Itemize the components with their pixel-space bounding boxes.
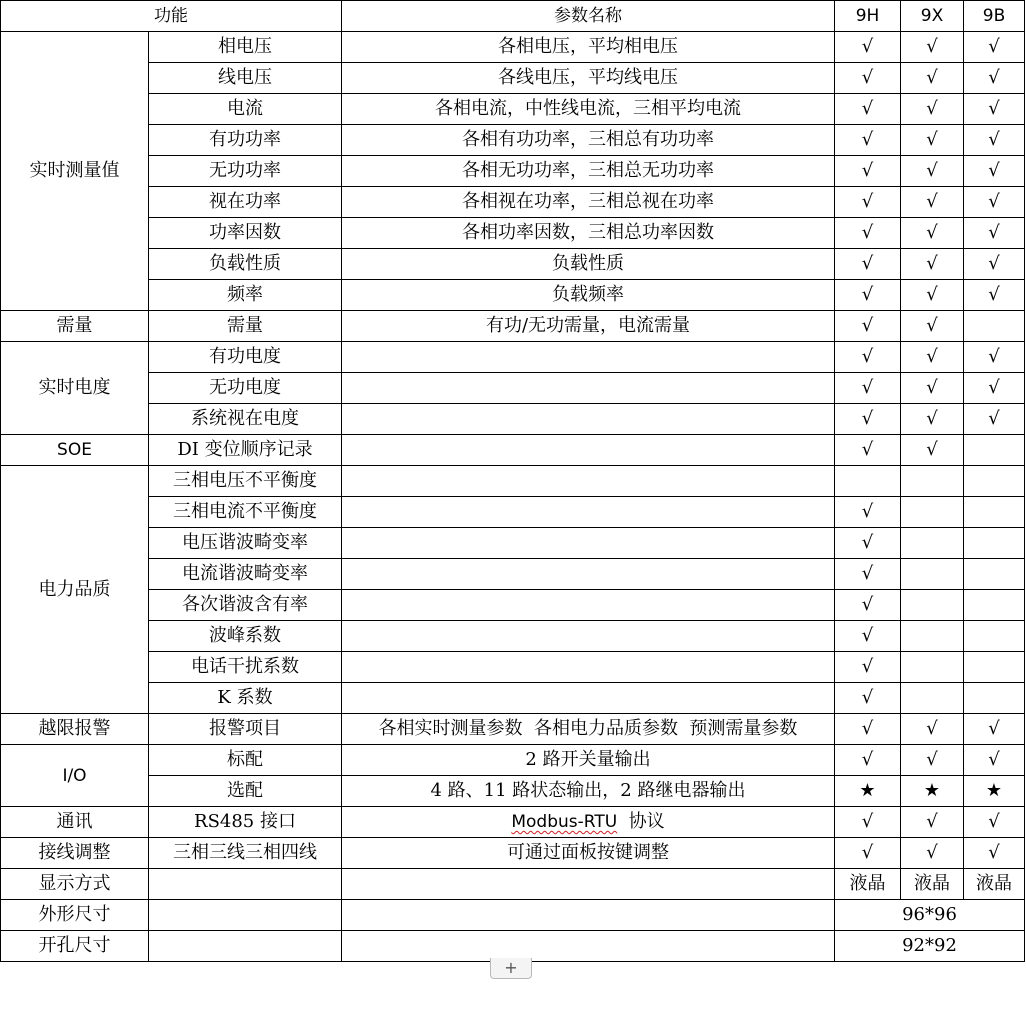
mark-9h: √ xyxy=(835,187,901,218)
param-cell xyxy=(342,404,835,435)
item-cell: 无功功率 xyxy=(149,156,342,187)
param-cell: 各相电压，平均相电压 xyxy=(342,32,835,63)
table-row xyxy=(1,280,1025,311)
header-model-9h: 9H xyxy=(835,1,901,32)
star-9x: ★ xyxy=(901,776,964,807)
mark-9x xyxy=(901,683,964,714)
mark-9b: √ xyxy=(964,218,1025,249)
item-cell: DI 变位顺序记录 xyxy=(149,435,342,466)
mark-9x: √ xyxy=(901,94,964,125)
mark-9b: √ xyxy=(964,280,1025,311)
mark-9b xyxy=(964,590,1025,621)
table-row xyxy=(1,528,1025,559)
item-cell: RS485 接口 xyxy=(149,807,342,838)
param-cell xyxy=(342,683,835,714)
item-cell: 需量 xyxy=(149,311,342,342)
mark-9h: √ xyxy=(835,156,901,187)
param-cell: 有功/无功需量，电流需量 xyxy=(342,311,835,342)
table-row xyxy=(1,900,1025,931)
param-cell: 各相功率因数，三相总功率因数 xyxy=(342,218,835,249)
item-cell: 线电压 xyxy=(149,63,342,94)
table-row xyxy=(1,63,1025,94)
mark-9x: √ xyxy=(901,373,964,404)
mark-9b xyxy=(964,435,1025,466)
table-row xyxy=(1,745,1025,776)
header-model-9x: 9X xyxy=(901,1,964,32)
item-cell: 三相电压不平衡度 xyxy=(149,466,342,497)
param-cell: 各相有功功率，三相总有功功率 xyxy=(342,125,835,156)
mark-9b: √ xyxy=(964,838,1025,869)
mark-9x xyxy=(901,590,964,621)
mark-9x: √ xyxy=(901,404,964,435)
protocol-name: Modbus-RTU xyxy=(511,812,618,832)
mark-9h: √ xyxy=(835,249,901,280)
item-cell: 三相电流不平衡度 xyxy=(149,497,342,528)
mark-9b: √ xyxy=(964,745,1025,776)
mark-9h: √ xyxy=(835,373,901,404)
param-cell: 各相电流，中性线电流，三相平均电流 xyxy=(342,94,835,125)
star-9b: ★ xyxy=(964,776,1025,807)
outline-size: 96*96 xyxy=(835,900,1025,931)
group-cell: 实时电度 xyxy=(1,342,149,435)
param-cell: 负载性质 xyxy=(342,249,835,280)
table-row xyxy=(1,838,1025,869)
mark-9h: √ xyxy=(835,63,901,94)
item-cell: 电话干扰系数 xyxy=(149,652,342,683)
item-cell: 有功电度 xyxy=(149,342,342,373)
mark-9x xyxy=(901,466,964,497)
item-cell: 视在功率 xyxy=(149,187,342,218)
mark-9b: √ xyxy=(964,404,1025,435)
display-9b: 液晶 xyxy=(964,869,1025,900)
mark-9b xyxy=(964,311,1025,342)
item-cell: 无功电度 xyxy=(149,373,342,404)
mark-9x: √ xyxy=(901,745,964,776)
item-cell xyxy=(149,931,342,962)
mark-9h: √ xyxy=(835,683,901,714)
group-cell: 越限报警 xyxy=(1,714,149,745)
mark-9h: √ xyxy=(835,94,901,125)
mark-9b xyxy=(964,528,1025,559)
group-cell: 需量 xyxy=(1,311,149,342)
item-cell: 报警项目 xyxy=(149,714,342,745)
item-cell: 电压谐波畸变率 xyxy=(149,528,342,559)
item-cell: 各次谐波含有率 xyxy=(149,590,342,621)
table-row xyxy=(1,559,1025,590)
table-row xyxy=(1,776,1025,807)
mark-9b: √ xyxy=(964,342,1025,373)
mark-9b xyxy=(964,652,1025,683)
table-row xyxy=(1,869,1025,900)
table-row xyxy=(1,187,1025,218)
mark-9x: √ xyxy=(901,807,964,838)
table-row xyxy=(1,683,1025,714)
param-cell xyxy=(342,652,835,683)
param-cell xyxy=(342,621,835,652)
mark-9x xyxy=(901,559,964,590)
group-cell: 开孔尺寸 xyxy=(1,931,149,962)
mark-9h: √ xyxy=(835,497,901,528)
header-param: 参数名称 xyxy=(342,1,835,32)
param-cell xyxy=(342,373,835,404)
protocol-suffix: 协议 xyxy=(617,811,665,832)
param-cell xyxy=(342,435,835,466)
mark-9b: √ xyxy=(964,125,1025,156)
mark-9x: √ xyxy=(901,32,964,63)
star-9h: ★ xyxy=(835,776,901,807)
param-cell: 2 路开关量输出 xyxy=(342,745,835,776)
table-row xyxy=(1,807,1025,838)
group-cell: 实时测量值 xyxy=(1,32,149,311)
param-cell xyxy=(342,528,835,559)
mark-9x: √ xyxy=(901,714,964,745)
item-cell: 波峰系数 xyxy=(149,621,342,652)
mark-9x: √ xyxy=(901,125,964,156)
mark-9h: √ xyxy=(835,528,901,559)
mark-9h: √ xyxy=(835,32,901,63)
group-cell: SOE xyxy=(1,435,149,466)
table-row xyxy=(1,652,1025,683)
mark-9b: √ xyxy=(964,187,1025,218)
item-cell: 相电压 xyxy=(149,32,342,63)
header-function: 功能 xyxy=(1,1,342,32)
param-cell: 各相无功功率，三相总无功功率 xyxy=(342,156,835,187)
param-cell: 各线电压，平均线电压 xyxy=(342,63,835,94)
mark-9b xyxy=(964,621,1025,652)
display-9h: 液晶 xyxy=(835,869,901,900)
item-cell: K 系数 xyxy=(149,683,342,714)
mark-9h: √ xyxy=(835,559,901,590)
param-cell xyxy=(342,590,835,621)
mark-9b: √ xyxy=(964,94,1025,125)
table-row xyxy=(1,621,1025,652)
mark-9x: √ xyxy=(901,435,964,466)
item-cell xyxy=(149,869,342,900)
mark-9h: √ xyxy=(835,807,901,838)
mark-9x: √ xyxy=(901,838,964,869)
table-row xyxy=(1,94,1025,125)
mark-9b: √ xyxy=(964,32,1025,63)
table-row xyxy=(1,404,1025,435)
item-cell: 有功功率 xyxy=(149,125,342,156)
item-cell: 三相三线三相四线 xyxy=(149,838,342,869)
mark-9h: √ xyxy=(835,435,901,466)
table-row xyxy=(1,156,1025,187)
mark-9x: √ xyxy=(901,187,964,218)
item-cell: 功率因数 xyxy=(149,218,342,249)
mark-9h: √ xyxy=(835,590,901,621)
mark-9x: √ xyxy=(901,280,964,311)
mark-9h: √ xyxy=(835,404,901,435)
mark-9x xyxy=(901,528,964,559)
mark-9b: √ xyxy=(964,249,1025,280)
mark-9h: √ xyxy=(835,311,901,342)
table-row xyxy=(1,590,1025,621)
item-cell xyxy=(149,900,342,931)
param-cell xyxy=(342,807,835,838)
item-cell: 负载性质 xyxy=(149,249,342,280)
mark-9x: √ xyxy=(901,218,964,249)
mark-9h: √ xyxy=(835,652,901,683)
table-row xyxy=(1,373,1025,404)
mark-9x: √ xyxy=(901,156,964,187)
table-row xyxy=(1,342,1025,373)
mark-9h: √ xyxy=(835,125,901,156)
param-cell xyxy=(342,342,835,373)
param-cell: 各相视在功率，三相总视在功率 xyxy=(342,187,835,218)
mark-9h: √ xyxy=(835,714,901,745)
param-cell: 4 路、11 路状态输出，2 路继电器输出 xyxy=(342,776,835,807)
item-cell: 电流谐波畸变率 xyxy=(149,559,342,590)
group-cell: 通讯 xyxy=(1,807,149,838)
header-row xyxy=(1,1,1025,32)
mark-9x: √ xyxy=(901,249,964,280)
table-row xyxy=(1,435,1025,466)
param-cell: 各相实时测量参数 各相电力品质参数 预测需量参数 xyxy=(342,714,835,745)
header-model-9b: 9B xyxy=(964,1,1025,32)
param-cell xyxy=(342,559,835,590)
param-cell: 可通过面板按键调整 xyxy=(342,838,835,869)
add-row-button[interactable]: + xyxy=(490,958,532,979)
param-cell: 负载频率 xyxy=(342,280,835,311)
table-row xyxy=(1,497,1025,528)
param-cell xyxy=(342,869,835,900)
group-cell: I/O xyxy=(1,745,149,807)
mark-9b: √ xyxy=(964,807,1025,838)
item-cell: 标配 xyxy=(149,745,342,776)
mark-9h: √ xyxy=(835,745,901,776)
mark-9x: √ xyxy=(901,311,964,342)
item-cell: 选配 xyxy=(149,776,342,807)
param-cell xyxy=(342,900,835,931)
mark-9x xyxy=(901,497,964,528)
param-cell xyxy=(342,497,835,528)
mark-9x: √ xyxy=(901,342,964,373)
param-cell xyxy=(342,466,835,497)
mark-9h: √ xyxy=(835,218,901,249)
group-cell: 外形尺寸 xyxy=(1,900,149,931)
mark-9b xyxy=(964,559,1025,590)
group-cell: 电力品质 xyxy=(1,466,149,714)
item-cell: 系统视在电度 xyxy=(149,404,342,435)
cutout-size: 92*92 xyxy=(835,931,1025,962)
item-cell: 频率 xyxy=(149,280,342,311)
param-cell xyxy=(342,931,835,962)
mark-9b xyxy=(964,466,1025,497)
item-cell: 电流 xyxy=(149,94,342,125)
table-row xyxy=(1,218,1025,249)
mark-9x: √ xyxy=(901,63,964,94)
table-row xyxy=(1,249,1025,280)
mark-9x xyxy=(901,621,964,652)
table-row xyxy=(1,714,1025,745)
mark-9b: √ xyxy=(964,373,1025,404)
mark-9h: √ xyxy=(835,280,901,311)
mark-9h: √ xyxy=(835,342,901,373)
mark-9h: √ xyxy=(835,621,901,652)
group-cell: 接线调整 xyxy=(1,838,149,869)
mark-9h xyxy=(835,466,901,497)
mark-9b: √ xyxy=(964,714,1025,745)
table-row xyxy=(1,466,1025,497)
table-row xyxy=(1,931,1025,962)
table-row xyxy=(1,311,1025,342)
table-row xyxy=(1,32,1025,63)
mark-9x xyxy=(901,652,964,683)
mark-9b: √ xyxy=(964,63,1025,94)
mark-9h: √ xyxy=(835,838,901,869)
table-row xyxy=(1,125,1025,156)
group-cell: 显示方式 xyxy=(1,869,149,900)
mark-9b xyxy=(964,497,1025,528)
mark-9b: √ xyxy=(964,156,1025,187)
mark-9b xyxy=(964,683,1025,714)
display-9x: 液晶 xyxy=(901,869,964,900)
